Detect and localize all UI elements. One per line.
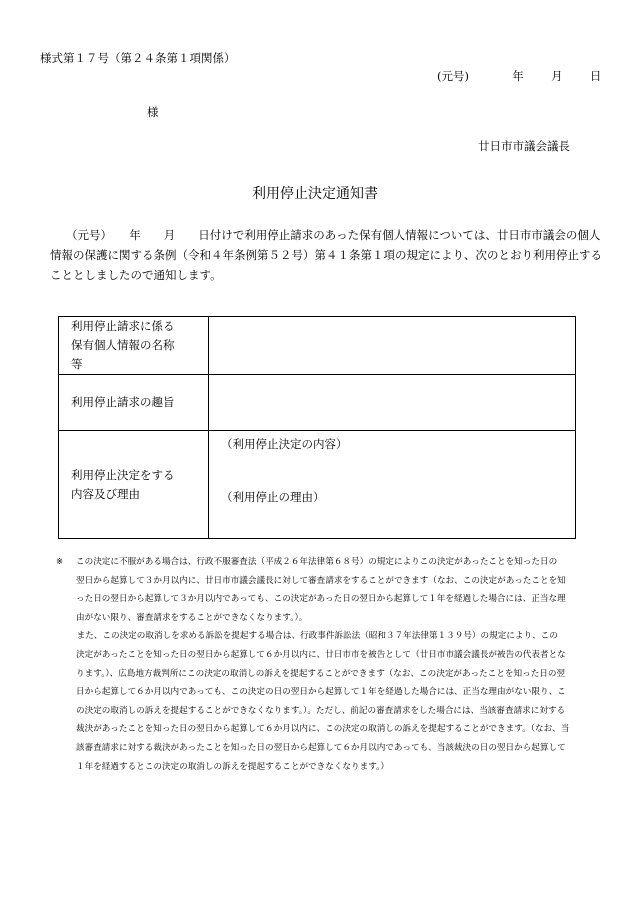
note-line: 裁決があったことを知った日の翌日から起算して６か月以内に、この決定の取消しの訴えを提起することができます。（なお、当 <box>76 724 570 735</box>
note-line: この決定に不服がある場合は、行政不服審査法（平成２６年法律第６８号）の規定によりこの決定があったことを知った日の <box>76 557 558 567</box>
note-line: 決定があったことを知った日の翌日から起算して６か月以内に、廿日市市を被告として（廿日市市議会議長が被告の代表者とな <box>76 649 566 660</box>
date-month: 月 <box>551 69 563 83</box>
request-purpose-field[interactable] <box>209 375 576 431</box>
label-line: 等 <box>71 357 83 371</box>
target-info-label <box>59 317 209 375</box>
label-line: 利用停止決定をする <box>71 467 175 482</box>
date-line <box>437 68 601 84</box>
decision-label <box>59 431 209 539</box>
body-line: （元号） 年 月 日付けで利用停止請求のあった保有個人情報については、廿日市市議会の個人 <box>66 228 601 242</box>
decision-content-heading: （利用停止決定の内容） <box>221 437 348 451</box>
document-title: 利用停止決定通知書 <box>252 186 378 202</box>
label-line: 利用停止請求に係る <box>71 319 175 333</box>
sender: 廿日市市議会議長 <box>478 139 570 153</box>
note-line: った日の翌日から起算して３か月以内であっても、この決定があった日の翌日から起算して１年を経過した場合には、正当な理 <box>76 594 566 605</box>
form-number: 様式第１７号（第２４条第１項関係） <box>40 51 236 65</box>
note-line: また、この決定の取消しを求める訴訟を提起する場合は、行政事件訴訟法（昭和３７年法律第１３９号）の規定により、この <box>68 631 558 642</box>
note-mark: ※ <box>56 557 64 567</box>
note-line: １年を経過するとこの決定の取消しの訴えを提起することができなくなります。） <box>76 761 389 772</box>
request-purpose-label: 利用停止請求の趣旨 <box>59 375 209 431</box>
table-row <box>59 431 576 539</box>
notification-body <box>50 225 602 285</box>
note-line: ります。）、広島地方裁判所にこの決定の取消しの訴えを提起することができます（なお、この決定があったことを知った日の翌 <box>76 668 566 679</box>
date-day: 日 <box>589 69 602 83</box>
table-row <box>59 375 576 431</box>
decision-field[interactable] <box>209 431 576 539</box>
body-line: 情報の保護に関する条例（令和４年条例第５２号）第４１条第１項の規定により、次のとおり利用停止する <box>50 248 602 262</box>
body-line: こととしましたので通知します。 <box>50 268 222 282</box>
decision-reason-heading: （利用停止の理由） <box>221 490 325 504</box>
note-line: 翌日から起算して３か月以内に、廿日市市議会議長に対して審査請求をすることができます（なお、この決定があったことを知 <box>76 575 566 586</box>
label-line: 内容及び理由 <box>71 486 140 501</box>
date-year: 年 <box>512 69 524 83</box>
date-era: (元号) <box>437 69 469 83</box>
details-table <box>58 316 576 539</box>
label-line: 保有個人情報の名称 <box>71 338 175 352</box>
table-row <box>59 317 576 375</box>
addressee: 様 <box>147 105 159 119</box>
note-line: 由がない限り、審査請求をすることができなくなります。）。 <box>76 612 308 623</box>
note-line: 該審査請求に対する裁決があったことを知った日の翌日から起算して６か月以内であっても、当該裁決の日の翌日から起算して <box>76 742 566 753</box>
target-info-field[interactable] <box>209 317 576 375</box>
note-line: の決定の取消しの訴えを提起することができなくなります。）。ただし、前記の審査請求をした場合には、当該審査請求に対する <box>76 705 566 716</box>
appeal-notes <box>56 553 580 776</box>
note-line: 日から起算して６か月以内であっても、この決定の日の翌日から起算して１年を経過した場合には、正当な理由がない限り、こ <box>76 687 566 698</box>
